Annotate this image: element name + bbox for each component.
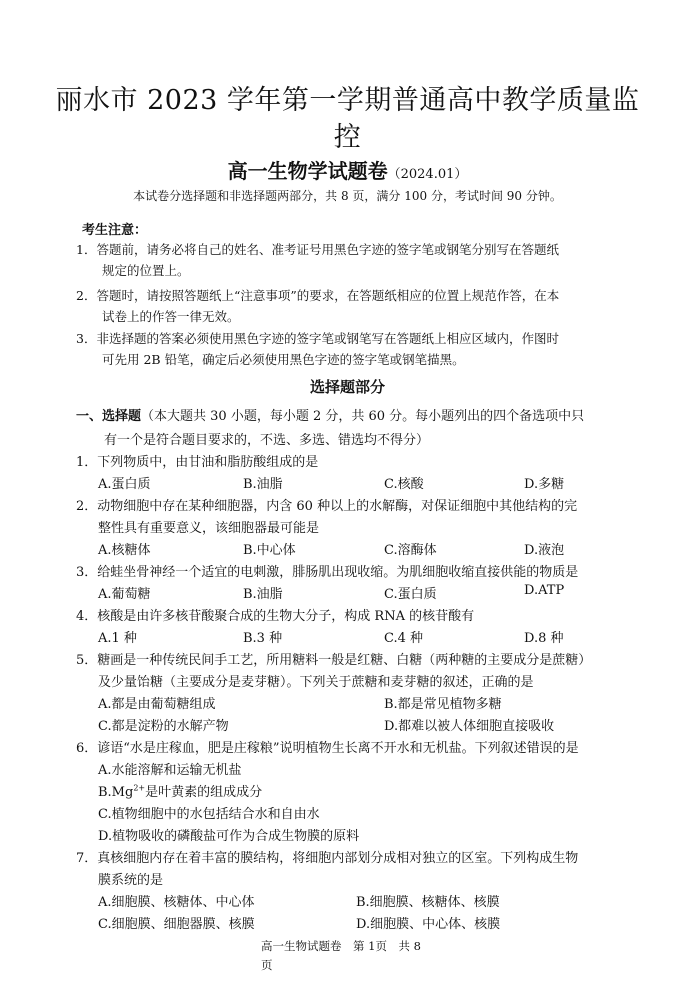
q5-option-b: B.都是常见植物多糖	[384, 697, 502, 712]
notice-item-1-line2: 规定的位置上。	[102, 263, 190, 278]
q5-stem-line1: 5．糖画是一种传统民间手工艺，所用糖料一般是红糖、白糖（两种糖的主要成分是蔗糖）	[76, 653, 592, 668]
q6-option-b-sup: 2+	[133, 783, 146, 793]
q3-option-c: C.蛋白质	[384, 587, 437, 602]
notice-heading: 考生注意：	[82, 223, 148, 238]
exam-intro: 本试卷分选择题和非选择题两部分，共 8 页，满分 100 分，考试时间 90 分钟。	[133, 189, 562, 203]
part-desc-line2: 有一个是符合题目要求的，不选、多选、错选均不得分）	[104, 433, 430, 448]
notice-item-1-line1: 1．答题前，请务必将自己的姓名、准考证号用黑色字迹的签字笔或钢笔分别写在答题纸	[76, 242, 559, 257]
q1-option-b: B.油脂	[243, 477, 283, 492]
notice-item-3-line1: 3．非选择题的答案必须使用黑色字迹的签字笔或钢笔写在答题纸上相应区域内，作图时	[76, 331, 559, 346]
q1-option-a: A.蛋白质	[98, 477, 151, 492]
q7-option-b: B.细胞膜、核糖体、核膜	[356, 895, 500, 910]
q3-option-d: D.ATP	[524, 583, 565, 598]
q3-option-a: A.葡萄糖	[98, 587, 151, 602]
q4-option-b: B.3 种	[243, 631, 283, 646]
q5-option-d: D.都难以被人体细胞直接吸收	[384, 719, 555, 734]
exam-date: （2024.01）	[387, 167, 468, 182]
q2-stem-line1: 2．动物细胞中存在某种细胞器，内含 60 种以上的水解酶，对保证细胞中其他结构的完	[76, 499, 578, 514]
q1-stem: 1．下列物质中，由甘油和脂肪酸组成的是	[76, 455, 319, 470]
q5-option-c: C.都是淀粉的水解产物	[98, 719, 229, 734]
q5-stem-line2: 及少量饴糖（主要成分是麦芽糖）。下列关于蔗糖和麦芽糖的叙述，正确的是	[98, 675, 534, 690]
q4-stem: 4．核酸是由许多核苷酸聚合成的生物大分子，构成 RNA 的核苷酸有	[76, 609, 475, 624]
q7-option-c: C.细胞膜、细胞器膜、核膜	[98, 917, 255, 932]
q2-option-d: D.液泡	[524, 543, 565, 558]
q4-option-a: A.1 种	[98, 631, 137, 646]
q6-stem: 6．谚语“水是庄稼血，肥是庄稼粮”说明植物生长离不开水和无机盐。下列叙述错误的是	[76, 741, 579, 756]
q7-stem-line1: 7．真核细胞内存在着丰富的膜结构，将细胞内部划分成相对独立的区室。下列构成生物	[76, 851, 579, 866]
q2-option-c: C.溶酶体	[384, 543, 437, 558]
q6-option-b-post: 是叶黄素的组成成分	[145, 785, 263, 800]
q6-option-a: A.水能溶解和运输无机盐	[98, 763, 242, 778]
q7-option-a: A.细胞膜、核糖体、中心体	[98, 895, 255, 910]
q1-option-d: D.多糖	[524, 477, 565, 492]
q3-stem: 3．给蛙坐骨神经一个适宜的电刺激，腓肠肌出现收缩。为肌细胞收缩直接供能的物质是	[76, 565, 579, 580]
part-header	[76, 405, 584, 424]
footer-page-info: 高一生物试题卷 第 1页 共 8	[261, 939, 421, 953]
q6-option-c: C.植物细胞中的水包括结合水和自由水	[98, 807, 320, 822]
q6-option-b-pre: B.Mg	[98, 785, 134, 800]
exam-subtitle	[0, 155, 695, 184]
subtitle-text: 高一生物学试题卷	[227, 159, 388, 183]
q1-option-c: C.核酸	[384, 477, 424, 492]
exam-title-line1: 丽水市 2023 学年第一学期普通高中教学质量监	[55, 85, 640, 116]
footer-page-info-line2: 页	[261, 958, 273, 972]
q7-option-d: D.细胞膜、中心体、核膜	[356, 917, 501, 932]
q5-option-a: A.都是由葡萄糖组成	[98, 697, 216, 712]
q6-option-d: D.植物吸收的磷酸盐可作为合成生物膜的原料	[98, 829, 360, 844]
q2-stem-line2: 整性具有重要意义，该细胞器最可能是	[98, 521, 320, 536]
notice-item-2-line2: 试卷上的作答一律无效。	[102, 309, 240, 324]
section-title: 选择题部分	[309, 378, 385, 396]
notice-item-2-line1: 2．答题时，请按照答题纸上“注意事项”的要求，在答题纸相应的位置上规范作答，在本	[76, 288, 560, 303]
q7-stem-line2: 膜系统的是	[98, 873, 164, 888]
q2-option-b: B.中心体	[243, 543, 296, 558]
q4-option-d: D.8 种	[524, 631, 564, 646]
q2-option-a: A.核糖体	[98, 543, 151, 558]
q6-option-b	[98, 781, 262, 800]
q3-option-b: B.油脂	[243, 587, 283, 602]
part-label: 一、选择题	[76, 409, 142, 424]
exam-title-line2: 控	[333, 122, 362, 153]
part-desc-line1: （本大题共 30 小题，每小题 2 分，共 60 分。每小题列出的四个备选项中只	[141, 409, 585, 424]
q4-option-c: C.4 种	[384, 631, 424, 646]
notice-item-3-line2: 可先用 2B 铅笔，确定后必须使用黑色字迹的签字笔或钢笔描黑。	[102, 352, 465, 367]
